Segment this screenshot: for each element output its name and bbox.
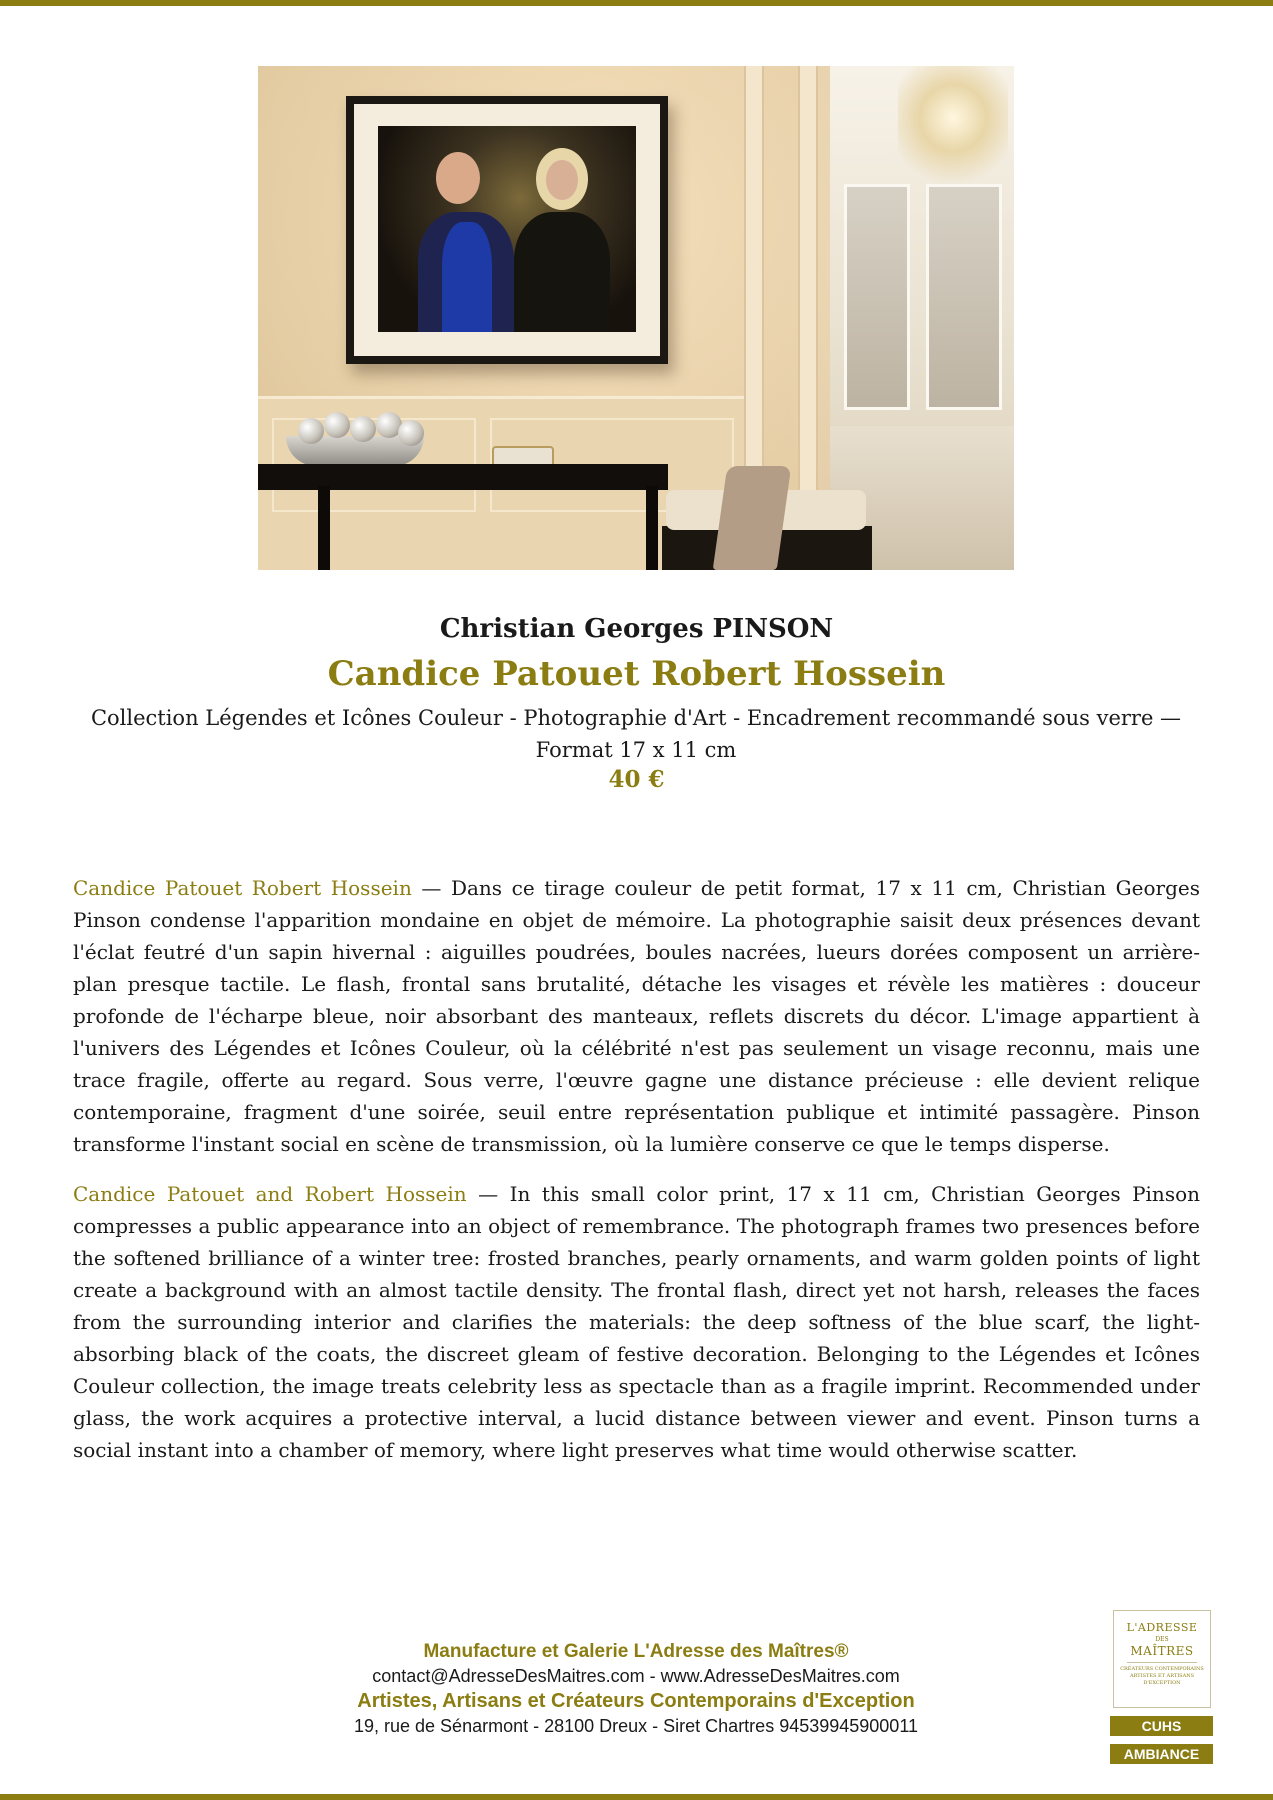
gallery-tagline: Artistes, Artisans et Créateurs Contemporains d'Exception: [357, 1690, 915, 1712]
logo-line-4: CRÉATEURS CONTEMPORAINS ARTISTES ET ARTISANS D'EXCEPTION: [1120, 1666, 1204, 1686]
bottom-accent-bar: [0, 1794, 1273, 1800]
console-leg: [646, 486, 658, 570]
ornament-ball: [350, 416, 376, 442]
description-french-lead: Candice Patouet Robert Hossein: [73, 876, 412, 900]
logo-line-1: L'ADRESSE: [1126, 1621, 1198, 1634]
badge-cuhs: CUHS: [1110, 1716, 1213, 1736]
logo-line-2: DES: [1155, 1636, 1169, 1643]
description-english-text: — In this small color print, 17 x 11 cm, Christian Georges Pinson compresses a public appearance into an object of remembrance. The photograph frames two presences before the softened brilliance of a winter tree: frosted branches, pearly ornaments, and warm golden points of light create a background with an almost tactile density. The frontal flash, direct yet not harsh, releases the faces from the surrounding interior and clarifies the materials: the deep softness of the blue scarf, the light-absorbing black of the coats, the discreet gleam of festive decoration. Belonging to the Légendes et Icônes Couleur collection, the image treats celebrity less as spectacle than as a fragile imprint. Recommended under glass, the work acquires a protective interval, a lucid distance between viewer and event. Pinson turns a social instant into a chamber of memory, where light preserves what time would otherwise scatter.: [73, 1182, 1201, 1462]
frame-mat: [354, 104, 660, 356]
description-english: [73, 1178, 1200, 1466]
artwork-staged-photo: [258, 66, 1014, 570]
description-french-text: — Dans ce tirage couleur de petit format, 17 x 11 cm, Christian Georges Pinson condense l'apparition mondaine en objet de mémoire. La photographie saisit deux présences devant l'éclat feutré d'un sapin hivernal : aiguilles poudrées, boules nacrées, lueurs dorées composent un arrière-plan presque tactile. Le flash, frontal sans brutalité, détache les visages et révèle les matières : douceur profonde de l'écharpe bleue, noir absorbant des manteaux, reflets discrets du décor. L'image appartient à l'univers des Légendes et Icônes Couleur, où la célébrité n'est pas seulement un visage reconnu, mais une trace fragile, offerte au regard. Sous verre, l'œuvre gagne une distance précieuse : elle devient relique contemporaine, fragment d'une soirée, seuil entre représentation publique et intimité passagère. Pinson transforme l'instant social en scène de transmission, où la lumière conserve ce que le temps disperse.: [73, 876, 1200, 1156]
artwork-subtitle: Collection Légendes et Icônes Couleur - Photographie d'Art - Encadrement recommandé sous verre — Format 17 x 11 cm: [90, 706, 1182, 762]
ornament-ball: [324, 412, 350, 438]
picture-frame: [346, 96, 668, 364]
logo-line-3: MAÎTRES: [1130, 1644, 1194, 1658]
artwork-price: 40 €: [608, 766, 665, 793]
ornament-ball: [398, 420, 424, 446]
gallery-contact[interactable]: contact@AdresseDesMaitres.com - www.AdresseDesMaitres.com: [372, 1666, 900, 1686]
badge-ambiance: AMBIANCE: [1110, 1744, 1213, 1764]
artist-name: Christian Georges PINSON: [439, 614, 834, 644]
console-leg: [318, 486, 330, 570]
gallery-logo: [1113, 1610, 1211, 1708]
door-pane: [844, 184, 910, 410]
woman-face: [546, 160, 578, 200]
artwork-title: Candice Patouet Robert Hossein: [327, 654, 946, 694]
logo-divider: [1127, 1662, 1197, 1663]
blue-scarf: [442, 222, 492, 332]
description-french: [73, 872, 1200, 1160]
chandelier: [898, 66, 1008, 196]
door-pane: [926, 184, 1002, 410]
footer: [300, 1640, 972, 1738]
man-face: [436, 152, 480, 204]
framed-portrait: [378, 126, 636, 332]
ornament-ball: [298, 418, 324, 444]
description-english-lead: Candice Patouet and Robert Hossein: [73, 1182, 467, 1206]
top-accent-bar: [0, 0, 1273, 6]
gallery-name: Manufacture et Galerie L'Adresse des Maîtres®: [423, 1641, 849, 1662]
gallery-address: 19, rue de Sénarmont - 28100 Dreux - Siret Chartres 94539945900011: [353, 1716, 919, 1736]
woman-figure: [514, 212, 610, 332]
